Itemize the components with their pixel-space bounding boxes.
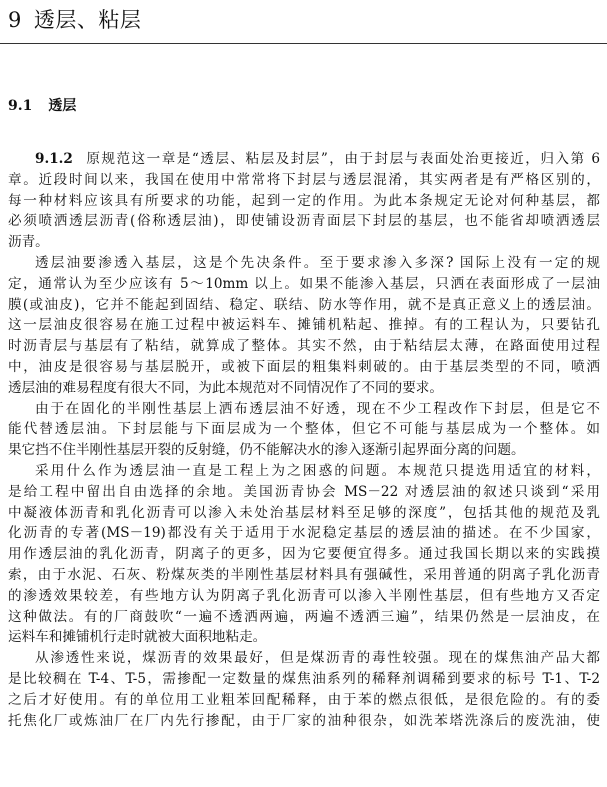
section-title: 透层 [48,98,77,114]
section-number: 9.1 [8,98,33,114]
text-line: 沥青。 [8,234,49,251]
text-line: 用作透层油的乳化沥青，阴离子的更多，因为它要便宜得多。通过我国长期以来的实践摸 [8,546,600,563]
text-line: 是比较稠在 T-4、T-5，需掺配一定数量的煤焦油系列的稀释剂调稀到要求的标号 T-1、T-2 [8,670,600,687]
text-line: 果它挡不住半刚性基层开裂的反射缝，仍不能解决水的渗入逐渐引起界面分离的问题。 [8,442,525,459]
text-line: 能代替透层油。下封层能与下面层成为一个整体，但它不可能与基层成为一个整体。如 [8,421,600,438]
text-line: 透层油的难易程度有很大不同，为此本规范对不同情况作了不同的要求。 [8,379,443,396]
chapter-heading [8,6,141,34]
text-line: 章。近段时间以来，我国在使用中常常将下封层与透层混淆，其实两者是有严格区别的， [8,171,600,188]
chapter-number: 9 [8,8,22,32]
text-line: 中凝液体沥青和乳化沥青可以渗入未处治基层材料至足够的深度”，包括其他的规范及乳 [8,504,600,521]
text-line: 这种做法。有的厂商鼓吹“一遍不透洒两遍，两遍不透洒三遍”，结果仍然是一层油皮，在 [8,608,600,625]
text-line: 透层油要渗透入基层，这是个先决条件。至于要求渗入多深? 国际上没有一定的规 [35,254,600,271]
body-text [8,149,600,731]
text-line: 必须喷洒透层沥青(俗称透层油)，即使铺设沥青面层下封层的基层，也不能省却喷洒透层 [8,213,600,230]
text-line: 索，由于水泥、石灰、粉煤灰类的半刚性基层材料具有强碱性，采用普通的阴离子乳化沥青 [8,566,600,583]
text-line: 化沥青的专著(MS－19)都没有关于适用于水泥稳定基层的透层油的描述。在不少国家， [8,525,600,542]
text-line: 运料车和摊铺机行走时就被大面积地粘走。 [8,629,267,646]
header-rule [0,43,607,44]
clause-number: 9.1.2 [35,151,73,167]
text-line: 膜(或油皮)，它并不能起到固结、稳定、联结、防水等作用，就不是真正意义上的透层油。 [8,296,600,313]
text-line: 从渗透性来说，煤沥青的效果最好，但是煤沥青的毒性较强。现在的煤焦油产品大都 [35,650,600,667]
text-line: 由于在固化的半刚性基层上洒布透层油不好透，现在不少工程改作下封层，但是它不 [35,400,600,417]
text-line: 定，通常认为至少应该有 5～10mm 以上。如果不能渗入基层，只洒在表面形成了一层油 [8,275,600,292]
text-line: 托焦化厂或炼油厂在厂内先行掺配，由于厂家的油种很杂，如洗苯塔洗涤后的废洗油，使 [8,712,600,729]
text-line: 采用什么作为透层油一直是工程上为之困惑的问题。本规范只提选用适宜的材料， [35,462,600,479]
text-line: 中，油皮是很容易与基层脱开，或被下面层的粗集料刺破的。由于基层类型的不同，喷洒 [8,358,600,375]
text-line: 时沥青层与基层有了粘结，就算成了整体。其实不然，由于粘结层太薄，在路面使用过程 [8,338,600,355]
text-line: 是给工程中留出自由选择的余地。美国沥青协会 MS－22 对透层油的叙述只谈到“采用 [8,483,600,500]
text-line: 的渗透效果较差，有些地方认为阴离子乳化沥青可以渗入半刚性基层，但有些地方又否定 [8,587,600,604]
text-line: 之后才好使用。有的单位用工业粗苯回配稀释，由于苯的燃点很低，是很危险的。有的委 [8,691,600,708]
text-line: 这一层油皮很容易在施工过程中被运料车、摊铺机粘起、推掉。有的工程认为，只要钻孔 [8,317,600,334]
text-line: 每一种材料应该具有所要求的功能，起到一定的作用。为此本条规定无论对何种基层，都 [8,192,600,209]
text-line: 9.1.2 原规范这一章是“透层、粘层及封层”，由于封层与表面处治更接近，归入第 6 [35,151,600,167]
chapter-title: 透层、粘层 [33,8,142,32]
section-heading [8,96,76,116]
